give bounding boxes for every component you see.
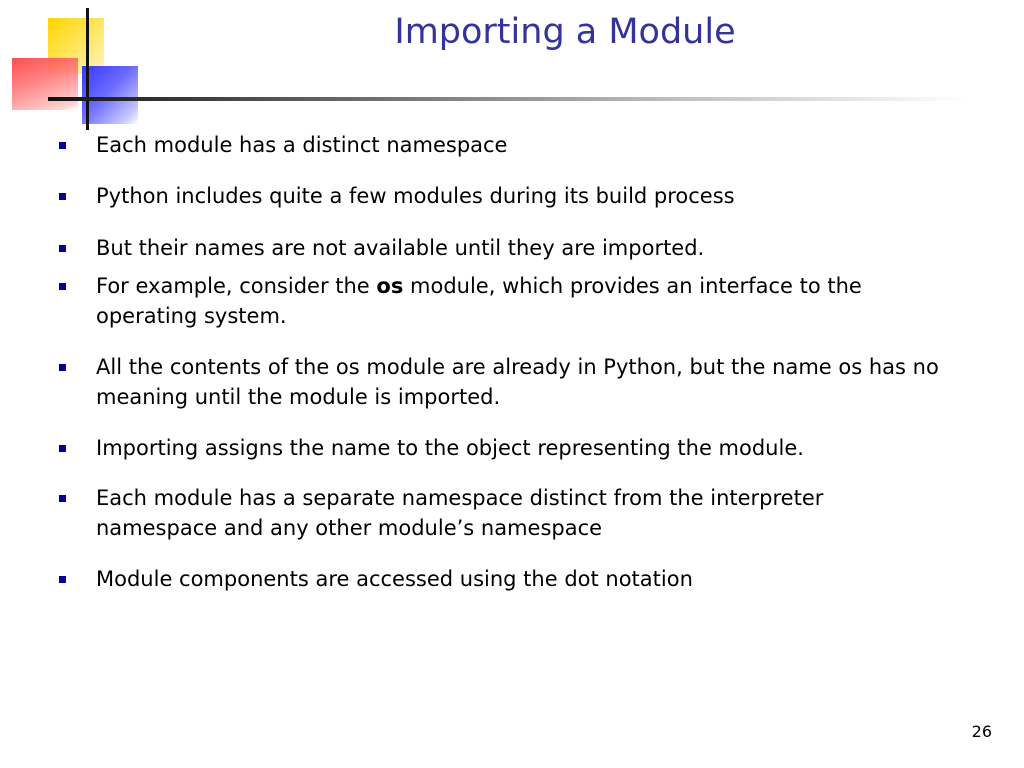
- bullet-text: But their names are not available until they are imported.: [96, 236, 705, 260]
- square-bullet-icon: [59, 576, 66, 583]
- bullet-item: [96, 233, 946, 263]
- square-bullet-icon: [59, 445, 66, 452]
- bullet-item: [96, 130, 946, 160]
- bullet-text: Module components are accessed using the dot notation: [96, 567, 693, 591]
- square-bullet-icon: [59, 495, 66, 502]
- bullet-text: Each module has a distinct namespace: [96, 133, 508, 157]
- bullet-item: [96, 181, 946, 211]
- square-bullet-icon: [59, 245, 66, 252]
- slide-page-number: 26: [971, 722, 992, 741]
- bullet-text: All the contents of the os module are already in Python, but the name os has no meaning until the module is imported.: [96, 355, 939, 409]
- bullet-text-bold-os: os: [376, 274, 404, 298]
- bullet-item: [96, 433, 946, 463]
- bullet-item: [96, 564, 946, 594]
- square-bullet-icon: [59, 364, 66, 371]
- square-bullet-icon: [59, 142, 66, 149]
- slide-title: Importing a Module: [394, 12, 736, 52]
- bullet-item: [96, 271, 946, 331]
- bullet-text: Python includes quite a few modules during its build process: [96, 184, 735, 208]
- bullet-text-end: module, which provides an interface to the operating system.: [96, 274, 862, 328]
- bullet-text: Importing assigns the name to the object representing the module.: [96, 436, 804, 460]
- bullet-item: [96, 352, 946, 412]
- bullet-item: [96, 483, 946, 543]
- bullet-text: Each module has a separate namespace distinct from the interpreter namespace and any other module’s namespace: [96, 486, 824, 540]
- square-bullet-icon: [59, 283, 66, 290]
- square-bullet-icon: [59, 193, 66, 200]
- bullet-text-start: For example, consider the: [96, 274, 377, 298]
